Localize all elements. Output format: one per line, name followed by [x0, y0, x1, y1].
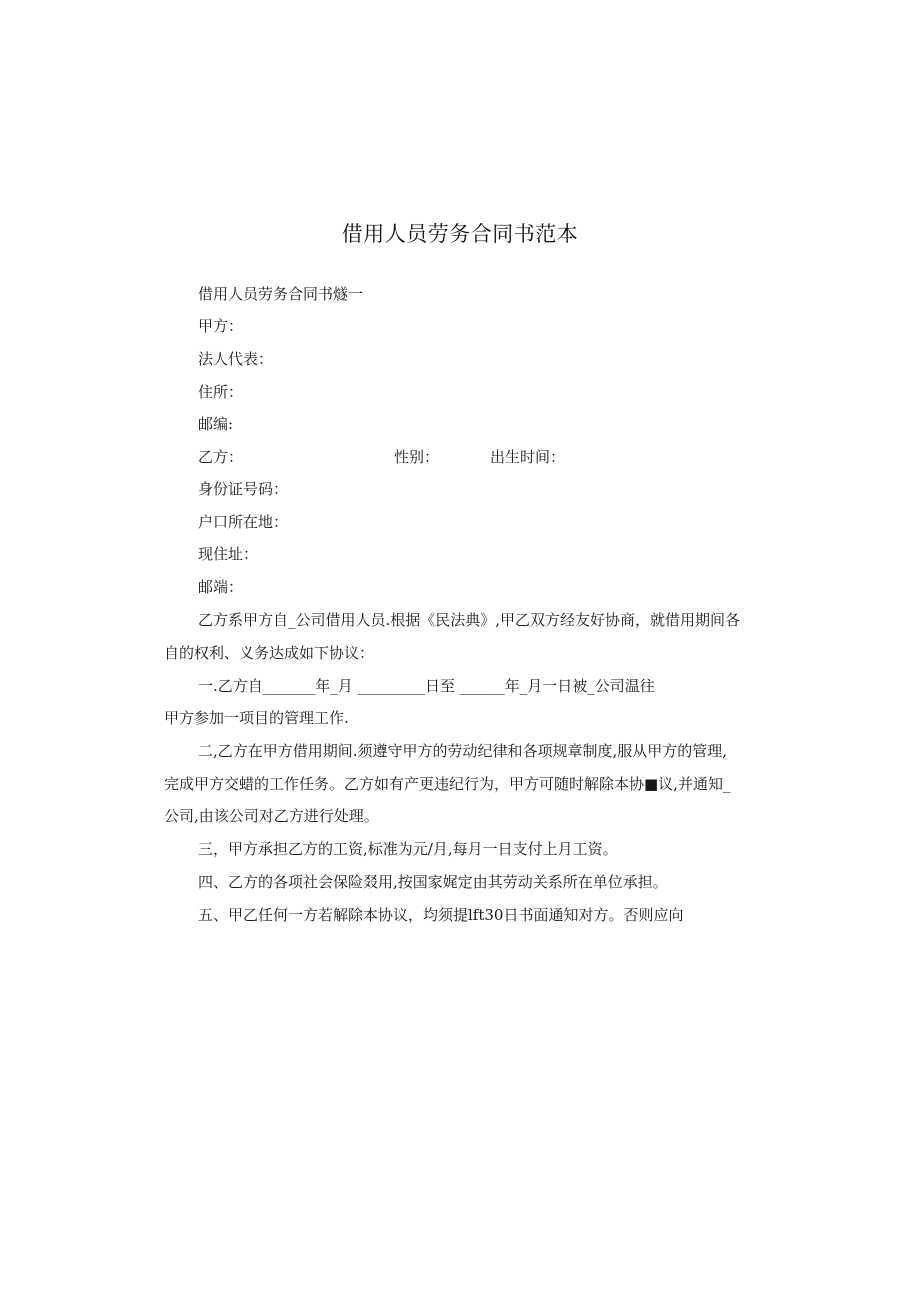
document-title: 借用人员劳务合同书范本 — [341, 222, 579, 246]
clause-2-line-3: 公司,由该公司对乙方进行处理。 — [164, 807, 379, 825]
field-id-number: 身份证号码： — [198, 480, 289, 498]
field-household-location: 户口所在地： — [198, 513, 289, 531]
field-party-b: 乙方： — [198, 448, 244, 466]
paragraph-intro-line-1: 乙方系甲方自_公司借用人员.根据《民法典》,甲乙双方经友好协商，就借用期间各 — [198, 611, 741, 629]
field-current-address: 现住址： — [198, 545, 259, 563]
clause-2-line-1: 二,乙方在甲方借用期间.须遵守甲方的劳动纪律和各项规章制度,服从甲方的管理, — [198, 742, 728, 760]
field-postcode: 邮编: — [198, 415, 234, 433]
field-gender: 性别： — [394, 448, 440, 466]
field-postcode-b: 邮端： — [198, 578, 244, 596]
clause-4: 四、乙方的各项社会保险叕用,按国家娓定由其劳动关系所在单位承担。 — [198, 873, 668, 891]
field-birth-time: 出生时间： — [490, 448, 566, 466]
clause-3: 三，甲方承担乙方的工资,标准为元/月,每月一日支付上月工资。 — [198, 840, 618, 858]
clause-2-line-2: 完成甲方交蜡的工作任务。乙方如有产更违纪行为，甲方可随时解除本协■议,并通知_ — [164, 775, 731, 793]
paragraph-intro-line-2: 自的权利、义务达成如下协议： — [164, 644, 375, 662]
field-legal-representative: 法人代表： — [198, 350, 274, 368]
clause-5: 五、甲乙任何一方若解除本协议，均须提lft30日书面通知对方。否则应向 — [198, 906, 684, 924]
field-party-a: 甲方： — [198, 317, 244, 335]
field-address: 住所： — [198, 383, 244, 401]
clause-1-line-1: 一.乙方自_______年_月 _________日至 ______年_月一日被_公司温往 — [198, 677, 655, 695]
document-subtitle: 借用人员劳务合同书燧一 — [198, 285, 364, 303]
clause-1-line-2: 甲方参加一项目的管理工作. — [164, 709, 349, 727]
